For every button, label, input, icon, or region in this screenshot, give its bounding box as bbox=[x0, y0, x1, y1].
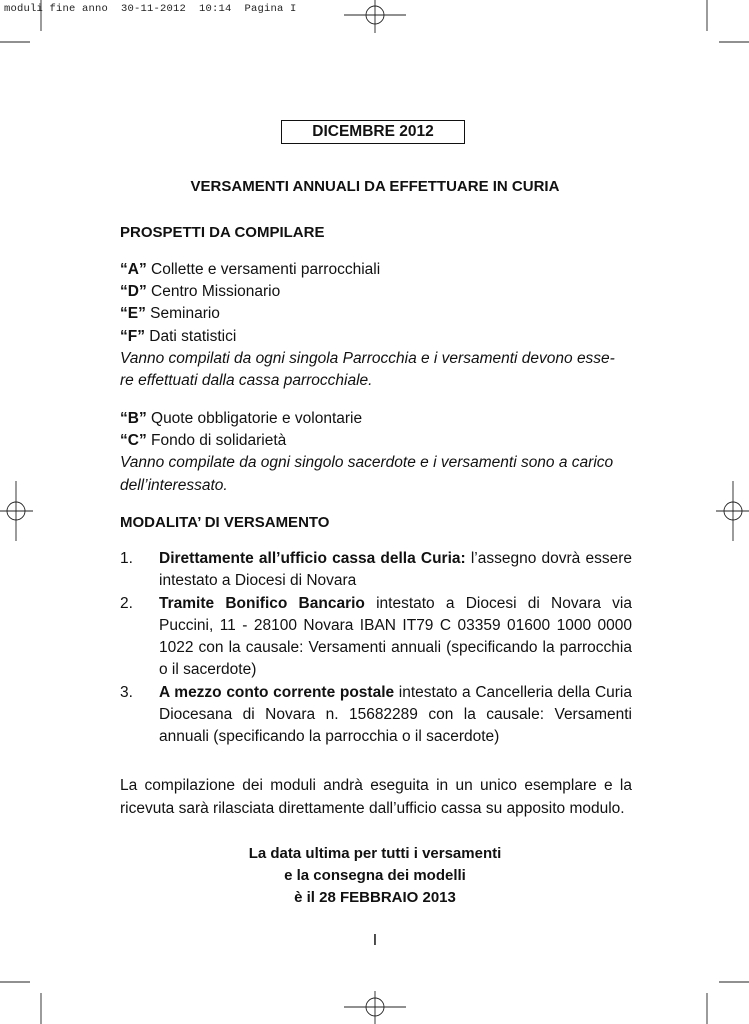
prospetto-code: “D” bbox=[120, 283, 147, 301]
page-number: I bbox=[372, 932, 378, 949]
section-heading-modalita: MODALITA’ DI VERSAMENTO bbox=[120, 514, 330, 531]
prospetto-item bbox=[120, 408, 632, 430]
list-item bbox=[120, 682, 632, 749]
main-heading: VERSAMENTI ANNUALI DA EFFETTUARE IN CURIA bbox=[190, 178, 560, 195]
list-detail: intestato a Cancelleria della Curia Diocesana di Novara n. 15682289 con la causale: Versamenti annuali (specificando la parrocchia o il sacerdote) bbox=[159, 683, 632, 746]
prospetto-item bbox=[120, 281, 632, 303]
list-bold-label: Direttamente all’ufficio cassa della Curia: bbox=[159, 550, 466, 567]
prospetto-label: Quote obbligatorie e volontarie bbox=[146, 410, 363, 427]
list-number: 2. bbox=[120, 594, 133, 612]
prospetti-group-2 bbox=[120, 408, 632, 497]
prospetto-code: “B” bbox=[120, 410, 147, 427]
prospetto-item bbox=[120, 326, 632, 348]
list-number: 3. bbox=[120, 683, 133, 701]
section-heading-prospetti: PROSPETTI DA COMPILARE bbox=[120, 224, 325, 241]
prospetti-group-1 bbox=[120, 259, 632, 392]
prospetti-note-line: dell’interessato. bbox=[120, 476, 228, 494]
list-detail: l’assegno dovrà essere intestato a Diocesi di Novara bbox=[159, 550, 632, 590]
prospetto-item bbox=[120, 430, 632, 452]
prospetti-note-line: Vanno compilati da ogni singola Parrocchia e i versamenti devono esse- bbox=[120, 349, 615, 367]
prospetto-code: “C” bbox=[120, 432, 147, 450]
prospetto-label: Dati statistici bbox=[144, 327, 237, 345]
deadline-statement bbox=[120, 843, 630, 909]
list-text bbox=[159, 682, 632, 749]
prospetto-item bbox=[120, 259, 632, 281]
date-title-box: DICEMBRE 2012 bbox=[281, 120, 465, 144]
print-slug: moduli fine anno 30-11-2012 10:14 Pagina I bbox=[4, 3, 297, 15]
compilation-paragraph: La compilazione dei moduli andrà eseguita in un unico esemplare e la ricevuta sarà rilasciata direttamente dall’ufficio cassa su apposito modulo. bbox=[120, 777, 632, 817]
list-number: 1. bbox=[120, 550, 133, 567]
list-item bbox=[120, 593, 632, 682]
list-item bbox=[120, 548, 632, 593]
prospetto-code: “E” bbox=[120, 305, 146, 323]
prospetto-item bbox=[120, 303, 632, 325]
list-text bbox=[159, 593, 632, 682]
deadline-line: e la consegna dei modelli bbox=[284, 867, 466, 884]
prospetti-note-line: re effettuati dalla cassa parrocchiale. bbox=[120, 372, 373, 390]
prospetto-label: Fondo di solidarietà bbox=[146, 432, 287, 450]
prospetto-label: Collette e versamenti parrocchiali bbox=[146, 261, 381, 278]
list-detail: intestato a Diocesi di Novara via Puccini, 11 - 28100 Novara IBAN IT79 C 03359 01600 1000 0000 1022 con la causale: Versamenti annuali (specificando la parrocchia o il sacerdote) bbox=[159, 594, 632, 679]
prospetto-label: Seminario bbox=[145, 305, 220, 323]
modalita-list bbox=[120, 548, 632, 749]
list-bold-label: A mezzo conto corrente postale bbox=[159, 683, 395, 701]
list-bold-label: Tramite Bonifico Bancario bbox=[159, 594, 365, 612]
deadline-line: è il 28 FEBBRAIO 2013 bbox=[294, 889, 456, 906]
prospetto-code: “F” bbox=[120, 327, 145, 345]
deadline-line: La data ultima per tutti i versamenti bbox=[248, 845, 502, 862]
prospetti-note-line: Vanno compilate da ogni singolo sacerdote e i versamenti sono a carico bbox=[120, 454, 614, 472]
list-text bbox=[159, 548, 632, 593]
prospetto-code: “A” bbox=[120, 261, 147, 278]
prospetto-label: Centro Missionario bbox=[146, 283, 281, 301]
